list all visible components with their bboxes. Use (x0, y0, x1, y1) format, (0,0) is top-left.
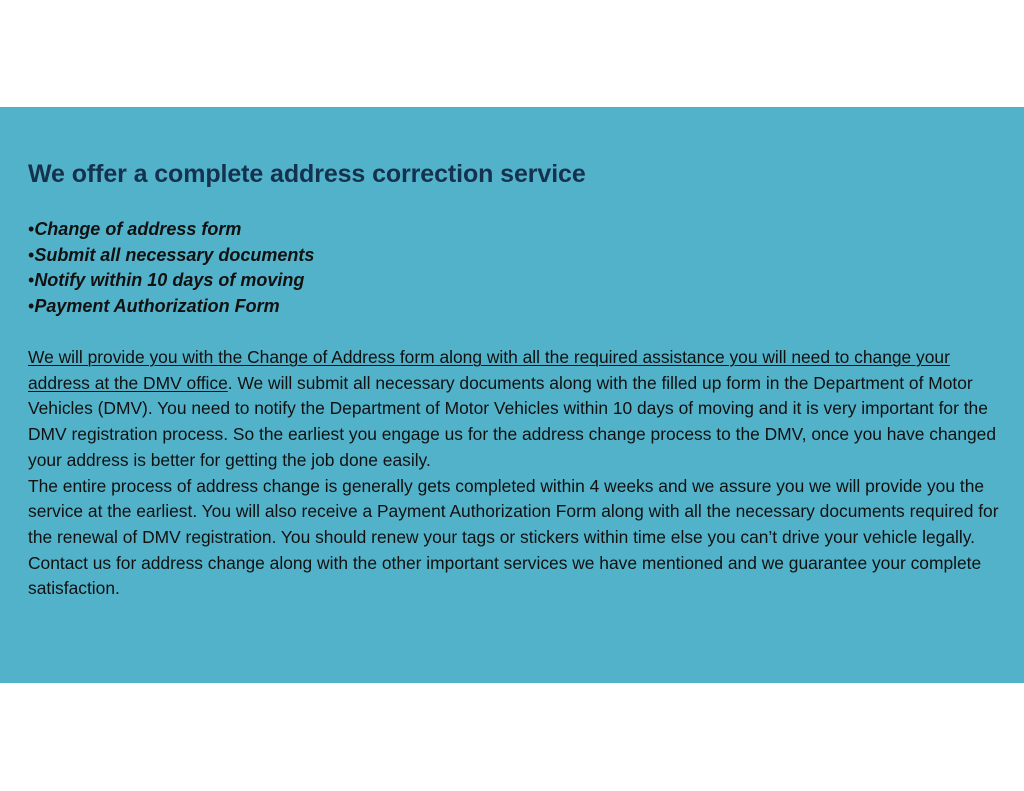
change-of-address-link[interactable]: We will provide you with the Change of Address form along with all the required assistance you will need to change your address at the DMV office (28, 347, 950, 393)
description (28, 345, 1002, 602)
content-band (0, 107, 1024, 683)
service-item-submit-documents: •Submit all necessary documents (28, 244, 315, 265)
bullet-icon: • (28, 295, 35, 316)
paragraph-1 (28, 345, 1002, 474)
service-item-change-form: •Change of address form (28, 219, 242, 239)
service-item-payment-form: •Payment Authorization Form (28, 295, 280, 316)
bullet-icon: • (28, 270, 35, 290)
paragraph-1-text: . We will submit all necessary documents along with the filled up form in the Department of Motor Vehicles (DMV). You need to notify the Department of Motor Vehicles within 10 days of moving and it is very important for the DMV registration process. So the earliest you engage us for the address change process to the DMV, once you have changed your address is better for getting the job done easily. (28, 372, 997, 470)
service-list (28, 217, 1002, 319)
paragraph-2: The entire process of address change is generally gets completed within 4 weeks and we assure you we will provide you the service at the earliest. You will also receive a Payment Authorization Form along with all the necessary documents required for the renewal of DMV registration. You should renew your tags or stickers within time else you can’t drive your vehicle legally. Contact us for address change along with the other important services we have mentioned and we guarantee your complete satisfaction. (28, 475, 999, 599)
service-item-notify: •Notify within 10 days of moving (28, 270, 305, 290)
slide-title: We offer a complete address correction service (28, 160, 586, 188)
bullet-icon: • (28, 244, 35, 265)
bullet-icon: • (28, 219, 35, 239)
